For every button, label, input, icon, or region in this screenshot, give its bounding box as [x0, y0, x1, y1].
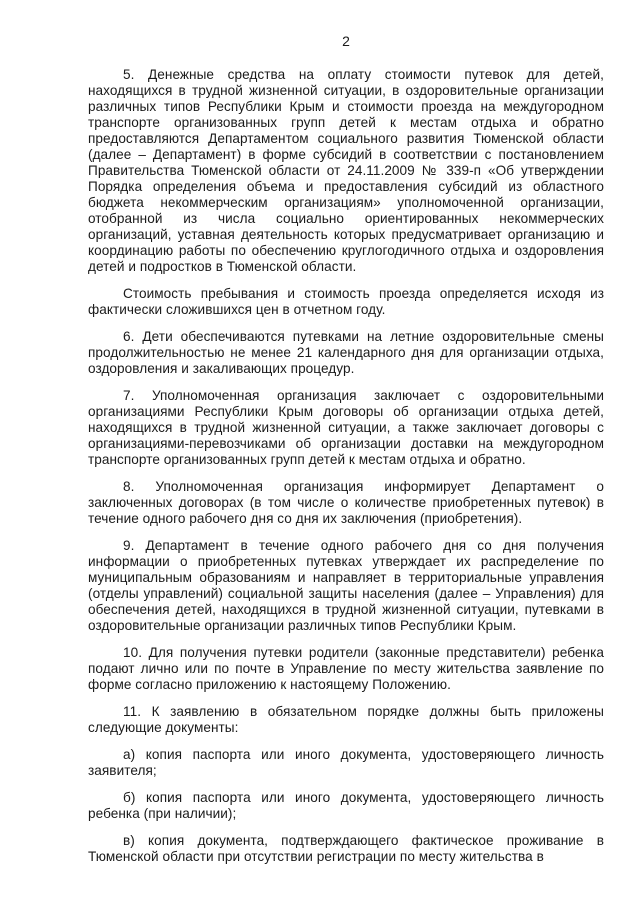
- page-number: 2: [342, 33, 350, 49]
- list-item-v: в) копия документа, подтверждающего фактическое проживание в Тюменской области при отсутствии регистрации по месту жительства в: [88, 833, 604, 864]
- paragraph-item-11: 11. К заявлению в обязательном порядке должны быть приложены следующие документы:: [88, 704, 604, 735]
- list-item-b: б) копия паспорта или иного документа, удостоверяющего личность ребенка (при наличии);: [88, 790, 604, 821]
- paragraph-item-7: 7. Уполномоченная организация заключает с оздоровительными организациями Республики Крым договоры об организации отдыха детей, находящихся в трудной жизненной ситуации, а также заключает договоры с организациями-перевозчиками об организации доставки на междугородном транспорте организованных групп детей к местам отдыха и обратно.: [88, 388, 604, 467]
- paragraph-item-6: 6. Дети обеспечиваются путевками на летние оздоровительные смены продолжительностью не менее 21 календарного дня для организации отдыха, оздоровления и закаливающих процедур.: [88, 329, 604, 376]
- paragraph-item-9: 9. Департамент в течение одного рабочего дня со дня получения информации о приобретенных путевках утверждает их распределение по муниципальным образованиям и направляет в территориальные управления (отделы управлений) социальной защиты населения (далее – Управления) для обеспечения детей, находящихся в трудной жизненной ситуации, путевками в оздоровительные организации различных типов Республики Крым.: [88, 538, 604, 633]
- paragraph-item-8: 8. Уполномоченная организация информирует Департамент о заключенных договорах (в том числе о количестве приобретенных путевок) в течение одного рабочего дня со дня их заключения (приобретения).: [88, 479, 604, 526]
- paragraph-item-10: 10. Для получения путевки родители (законные представители) ребенка подают лично или по почте в Управление по месту жительства заявление по форме согласно приложению к настоящему Положению.: [88, 645, 604, 692]
- list-item-a: а) копия паспорта или иного документа, удостоверяющего личность заявителя;: [88, 747, 604, 778]
- paragraph-item-5: 5. Денежные средства на оплату стоимости путевок для детей, находящихся в трудной жизненной ситуации, в оздоровительные организации различных типов Республики Крым и стоимости проезда на междугородном транспорте организованных групп детей к местам отдыха и обратно предоставляются Департаментом социального развития Тюменской области (далее – Департамент) в форме субсидий в соответствии с постановлением Правительства Тюменской области от 24.11.2009 № 339-п «Об утверждении Порядка определения объема и предоставления субсидий из областного бюджета некоммерческим организациям» уполномоченной организации, отобранной из числа социально ориентированных некоммерческих организаций, уставная деятельность которых предусматривает организацию и координацию работы по обеспечению круглогодичного отдыха и оздоровления детей и подростков в Тюменской области.: [88, 67, 604, 274]
- paragraph-cost-note: Стоимость пребывания и стоимость проезда определяется исходя из фактически сложившихся цен в отчетном году.: [88, 286, 604, 317]
